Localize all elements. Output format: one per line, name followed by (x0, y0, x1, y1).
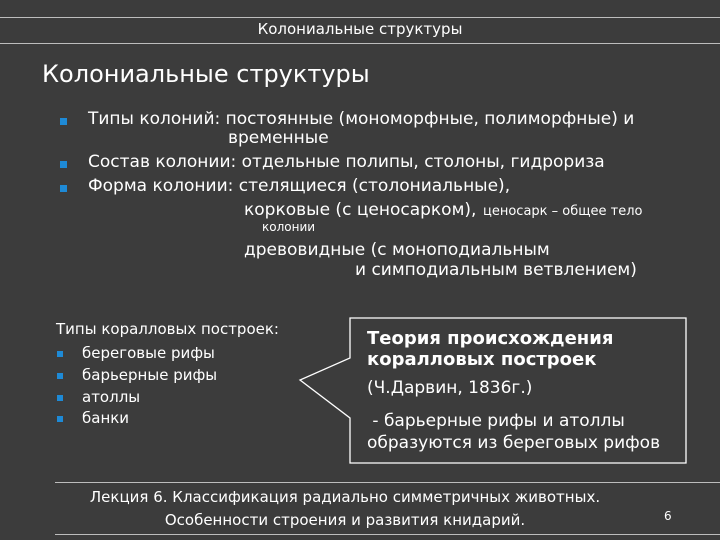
theory-title-line: коралловых построек (367, 349, 597, 370)
theory-author: (Ч.Дарвин, 1836г.) (367, 378, 533, 398)
footer-text (55, 486, 635, 532)
coral-list-heading: Типы коралловых построек: (56, 320, 279, 338)
theory-text (367, 410, 660, 454)
footnote-text: ценосарк – общее тело (483, 204, 643, 219)
footer-line: Особенности строения и развития книдарий. (164, 511, 526, 529)
slide-title: Колониальные структуры (42, 60, 370, 88)
bullet-text: Состав колонии: отдельные полипы, столоны, гидрориза (88, 152, 605, 172)
header-title: Колониальные структуры (257, 20, 463, 38)
bullet-text-continued: корковые (с ценосарком), (244, 200, 477, 220)
theory-title (367, 328, 613, 370)
coral-list-item: барьерные рифы (82, 366, 218, 384)
theory-text-line: образуются из береговых рифов (367, 433, 661, 453)
bullet-text-continued: временные (228, 128, 329, 148)
footnote-text-continued: колонии (262, 220, 316, 234)
footer-bottom-rule (55, 534, 720, 535)
coral-list-item: береговые рифы (82, 344, 215, 362)
theory-text-line: - барьерные рифы и атоллы (367, 411, 625, 431)
coral-list-item: банки (82, 409, 130, 427)
bullet-text-continued: древовидные (с моноподиальным (244, 240, 550, 260)
footer-top-rule (55, 482, 720, 483)
bullet-text: Типы колоний: постоянные (мономорфные, полиморфные) и (88, 109, 635, 129)
coral-list-item: атоллы (82, 388, 141, 406)
theory-title-line: Теория происхождения (367, 328, 614, 349)
bullet-text-continued: и симподиальным ветвлением) (355, 260, 637, 280)
bullet-text: Форма колонии: стелящиеся (столониальные), (88, 176, 511, 196)
page-number: 6 (664, 509, 672, 523)
footer-line: Лекция 6. Классификация радиально симметричных животных. (89, 488, 601, 506)
